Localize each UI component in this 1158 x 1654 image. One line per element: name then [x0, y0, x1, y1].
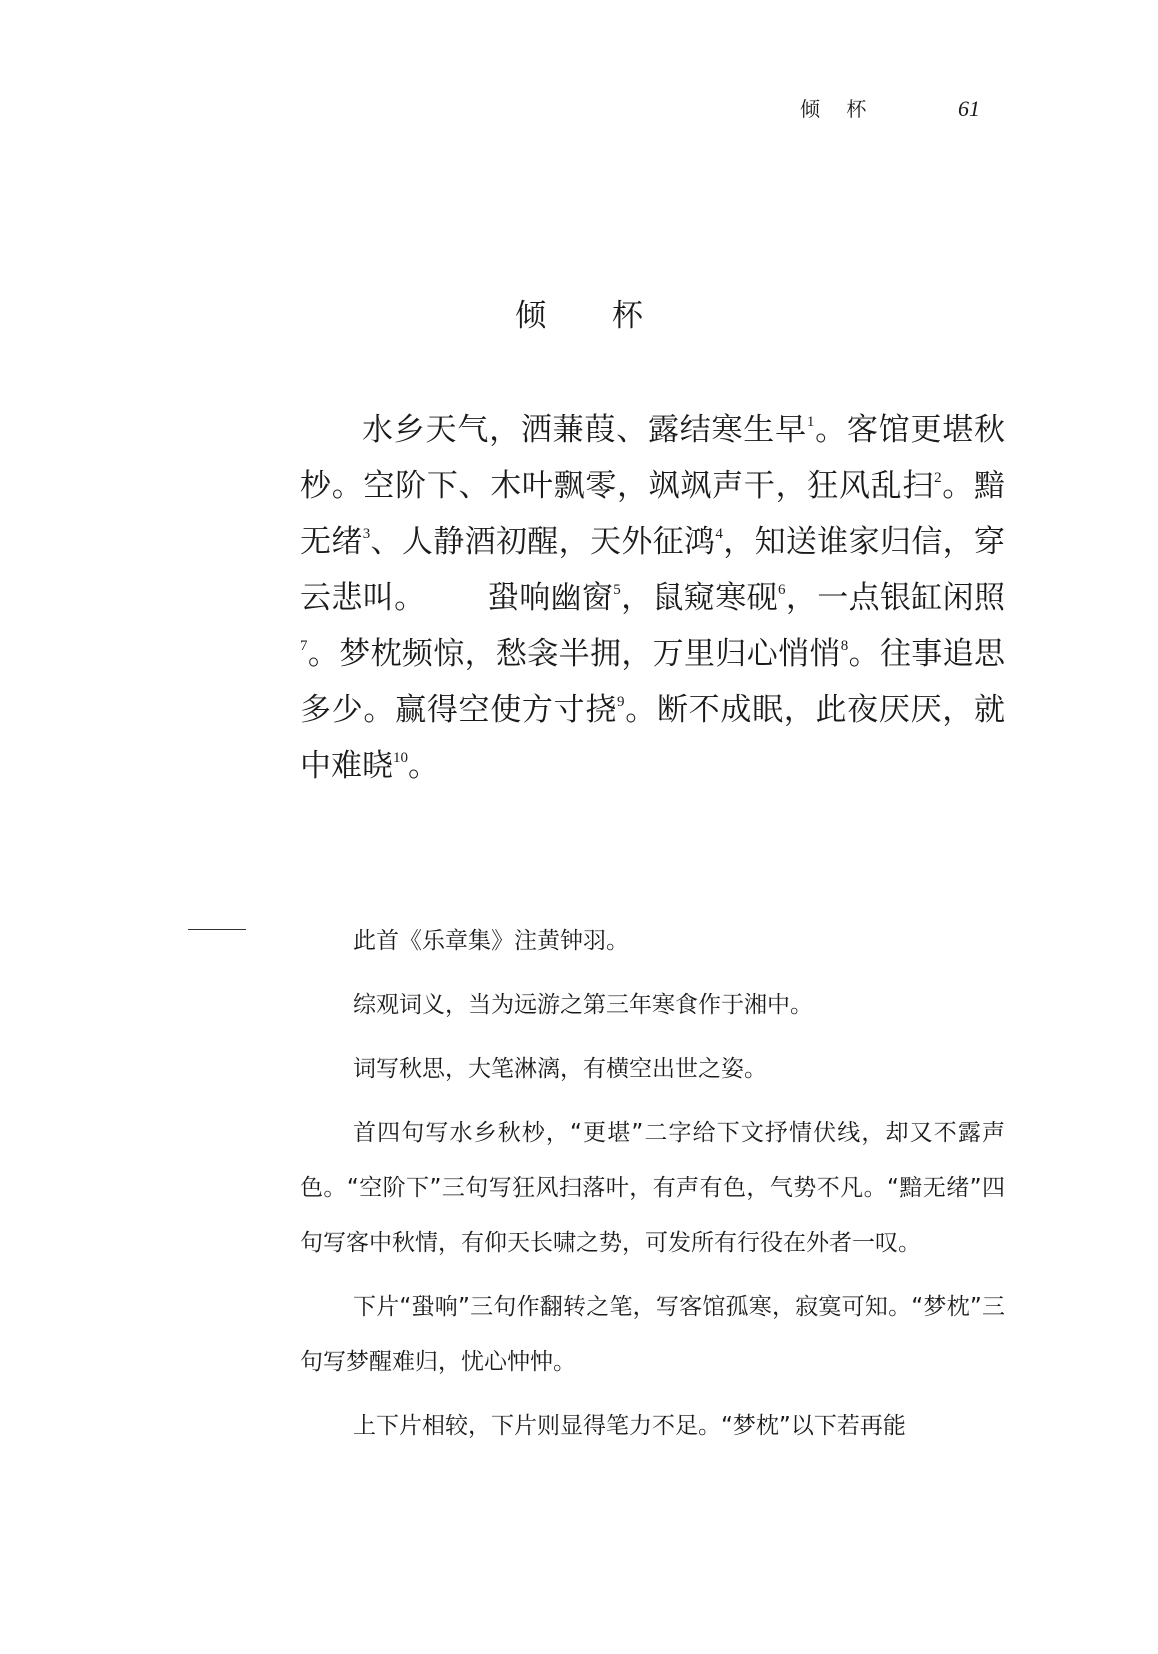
page-number: 61: [958, 96, 980, 121]
poem-text: 蛩响幽窗: [487, 580, 614, 616]
poem-text: 、人静酒初醒，天外征鸿: [370, 524, 716, 560]
footnote-ref: 1: [806, 414, 815, 430]
footnote-ref: 10: [393, 750, 408, 766]
commentary-paragraph: 此首《乐章集》注黄钟羽。: [353, 928, 629, 954]
running-title: 倾 杯: [800, 97, 877, 121]
running-header: [800, 94, 990, 124]
poem-text: 。梦枕频惊，愁衾半拥，万里归心悄悄: [307, 636, 841, 672]
footnote-ref: 2: [934, 470, 942, 486]
commentary-paragraph: 下片“蛩响”三句作翻转之笔，写客馆孤寒，寂寞可知。“梦枕”三句写梦醒难归，忧心忡忡。: [300, 1294, 1005, 1375]
commentary-paragraph: 综观词义，当为远游之第三年寒食作于湘中。: [353, 992, 813, 1018]
poem-text: 。: [408, 748, 439, 784]
commentary: [300, 914, 1005, 1463]
commentary-paragraph: 首四句写水乡秋杪，“更堪”二字给下文抒情伏线，却又不露声色。“空阶下”三句写狂风扫落叶，有声有色，气势不凡。“黯无绪”四句写客中秋情，有仰天长啸之势，可发所有行役在外者一叹。: [300, 1120, 1005, 1256]
poem-text: 。客馆更堪秋杪。空阶下、木叶飘零，飒飒声干，狂风乱扫: [300, 412, 1006, 504]
footnote-ref: 4: [715, 526, 723, 542]
poem-title: 倾 杯: [515, 298, 671, 334]
commentary-divider: [188, 929, 246, 930]
footnote-ref: 6: [777, 582, 786, 598]
footnote-ref: 3: [362, 526, 371, 542]
commentary-paragraph: 上下片相较，下片则显得笔力不足。“梦枕”以下若再能: [353, 1413, 906, 1439]
footnote-ref: 7: [300, 638, 308, 654]
poem-text: 。黯无绪: [300, 468, 1006, 560]
poem-text: 。往事追思多少。赢得空使方寸挠: [300, 636, 1006, 728]
footnote-ref: 8: [840, 638, 849, 654]
commentary-paragraph: 词写秋思，大笔淋漓，有横空出世之姿。: [353, 1056, 767, 1082]
poem-text: ，一点银缸闲照: [785, 580, 1006, 616]
footnote-ref: 5: [613, 582, 621, 598]
poem-text: ，鼠窥寒砚: [620, 580, 778, 616]
poem-text: 。断不成眠，此夜厌厌，就中难晓: [300, 692, 1006, 784]
footnote-ref: 9: [617, 694, 625, 710]
poem-text: ，知送谁家归信，穿云悲叫。: [300, 524, 1006, 616]
poem-text: 水乡天气，洒蒹葭、露结寒生早: [362, 412, 807, 448]
poem-body: [300, 402, 1005, 794]
